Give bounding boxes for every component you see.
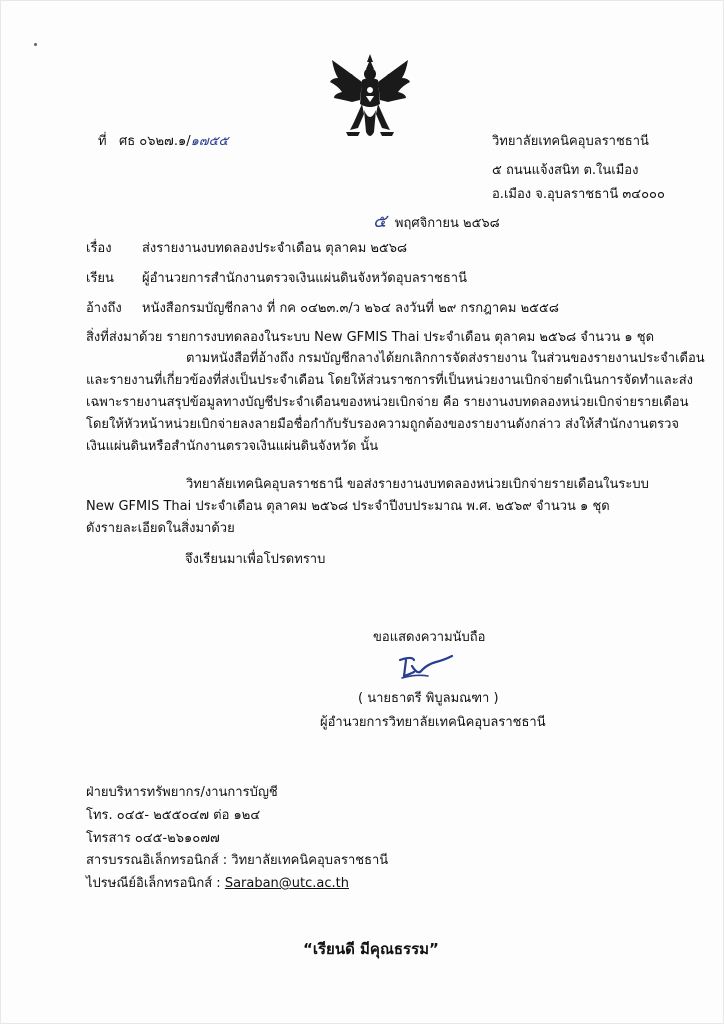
paragraph-1-line: เฉพาะรายงานสรุปข้อมูลทางบัญชีประจำเดือนของหน่วยเบิกจ่าย คือ รายงานงบทดลองหน่วยเบิกจ่ายรายเดือน	[86, 395, 689, 410]
sender-address-line-2: ๕ ถนนแจ้งสนิท ต.ในเมือง	[492, 163, 639, 178]
contact-e-document: สารบรรณอิเล็กทรอนิกส์ : วิทยาลัยเทคนิคอุบลราชธานี	[86, 853, 389, 868]
reference-handwritten: ๑๗๕๕	[190, 134, 229, 149]
paragraph-2-line: วิทยาลัยเทคนิคอุบลราชธานี ขอส่งรายงานงบทดลองหน่วยเบิกจ่ายรายเดือนในระบบ	[186, 477, 649, 492]
contact-fax: โทรสาร ๐๔๕-๒๖๑๐๗๗	[86, 831, 220, 846]
body-paragraph-1	[86, 348, 705, 458]
date-day-handwritten: ๕	[373, 211, 387, 232]
paragraph-2-line: New GFMIS Thai ประจำเดือน ตุลาคม ๒๕๖๘ ประจำปีงบประมาณ พ.ศ. ๒๕๖๙ จำนวน ๑ ชุด	[86, 499, 610, 514]
scan-speck	[34, 43, 37, 46]
closing-sentence: จึงเรียนมาเพื่อโปรดทราบ	[185, 552, 326, 567]
letter-date	[373, 213, 500, 233]
recipient-label: เรียน	[86, 271, 114, 286]
sender-address-line-3: อ.เมือง จ.อุบลราชธานี ๓๔๐๐๐	[492, 187, 665, 202]
paragraph-1-line: และรายงานที่เกี่ยวข้องที่ส่งเป็นประจำเดือน โดยให้ส่วนราชการที่เป็นหน่วยงานเบิกจ่ายดำเนินการจัดทำและส่ง	[86, 373, 694, 388]
contact-email-line	[86, 875, 349, 893]
body-paragraph-2	[86, 474, 661, 540]
email-link[interactable]: Saraban@utc.ac.th	[224, 876, 349, 891]
contact-phone: โทร. ๐๔๕- ๒๕๕๐๔๗ ต่อ ๑๒๔	[86, 808, 261, 823]
paragraph-1-line: ตามหนังสือที่อ้างถึง กรมบัญชีกลางได้ยกเลิกการจัดส่งรายงาน ในส่วนของรายงานประจำเดือน	[186, 351, 705, 366]
regards-text: ขอแสดงความนับถือ	[373, 630, 486, 645]
reference-prefix: ศธ ๐๖๒๗.๑/	[118, 134, 191, 149]
paragraph-2-line: ดังรายละเอียดในสิ่งมาด้วย	[86, 521, 235, 536]
reference-number	[98, 133, 228, 151]
enclosure-text: สิ่งที่ส่งมาด้วย รายการงบทดลองในระบบ New GFMIS Thai ประจำเดือน ตุลาคม ๒๕๖๘ จำนวน ๑ ชุด	[86, 330, 655, 345]
paragraph-1-line: เงินแผ่นดินหรือสำนักงานตรวจเงินแผ่นดินจังหวัด นั้น	[86, 439, 379, 454]
paragraph-1-line: โดยให้หัวหน้าหน่วยเบิกจ่ายลงลายมือชื่อกำกับรับรองความถูกต้องของรายงานดังกล่าว ส่งให้สำนักงานตรวจ	[86, 417, 680, 432]
sender-address-line-1: วิทยาลัยเทคนิคอุบลราชธานี	[492, 134, 649, 149]
subject-label: เรื่อง	[86, 241, 112, 256]
reference-label: ที่	[98, 134, 107, 149]
signatory-name: ( นายธาตรี พิบูลมณฑา )	[358, 691, 499, 706]
reference-doc-label: อ้างถึง	[86, 301, 122, 316]
reference-doc-text: หนังสือกรมบัญชีกลาง ที่ กค ๐๔๒๓.๓/ว ๒๖๔ ลงวันที่ ๒๙ กรกฎาคม ๒๕๕๘	[142, 301, 559, 316]
signatory-position: ผู้อำนวยการวิทยาลัยเทคนิคอุบลราชธานี	[320, 715, 546, 730]
recipient-text: ผู้อำนวยการสำนักงานตรวจเงินแผ่นดินจังหวัดอุบลราชธานี	[142, 271, 467, 286]
motto: “เรียนดี มีคุณธรรม”	[303, 940, 439, 958]
handwritten-signature	[392, 652, 454, 684]
email-label: ไปรษณีย์อิเล็กทรอนิกส์ :	[86, 876, 225, 891]
garuda-emblem-icon	[328, 52, 412, 147]
subject-text: ส่งรายงานงบทดลองประจำเดือน ตุลาคม ๒๕๖๘	[142, 241, 408, 256]
contact-department: ฝ่ายบริหารทรัพยากร/งานการบัญชี	[86, 785, 278, 800]
date-month-year: พฤศจิกายน ๒๕๖๘	[394, 216, 500, 231]
